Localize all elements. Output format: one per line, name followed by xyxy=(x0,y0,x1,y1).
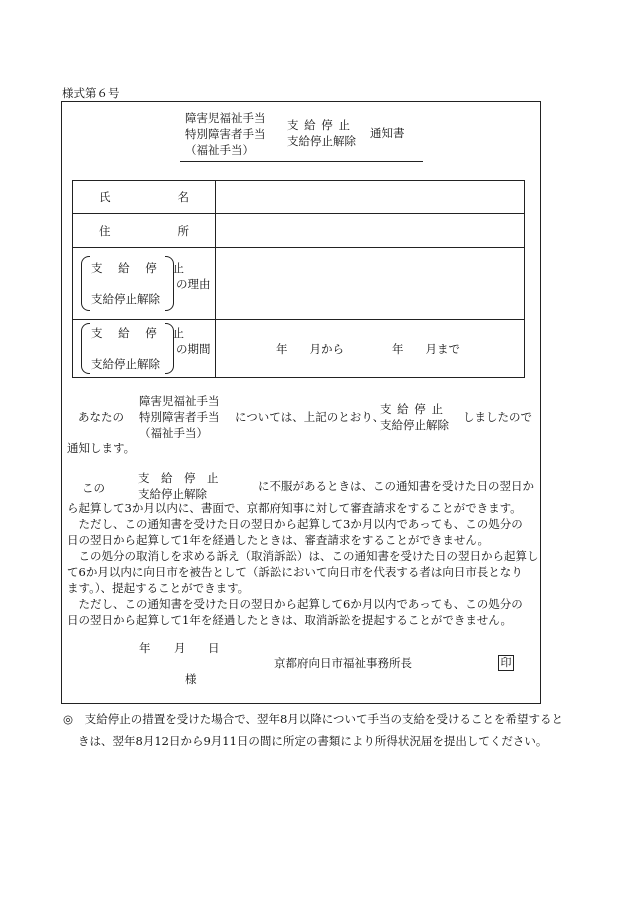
title-allowance-2: 特別障害者手当 xyxy=(185,127,266,141)
p1-action-1: 支 給 停 止 xyxy=(380,402,444,416)
date-day: 日 xyxy=(208,641,220,655)
reason-suffix: の理由 xyxy=(176,276,211,291)
period-value-cell[interactable] xyxy=(216,320,525,378)
title-allowance-1: 障害児福祉手当 xyxy=(185,111,266,125)
reason-label-cell xyxy=(73,248,216,320)
form-number: 様式第６号 xyxy=(62,86,120,100)
seal-mark: 印 xyxy=(498,655,514,671)
period-from-year: 年 xyxy=(276,341,288,356)
p2-action-1: 支 給 停 止 xyxy=(138,471,219,485)
body-line: ただし、この通知書を受けた日の翌日から起算して3か月以内であっても、この処分の xyxy=(67,517,523,531)
body-line: 日の翌日から起算して1年を経過したときは、取消訴訟を提起することができません。 xyxy=(67,613,513,627)
name-row xyxy=(73,181,525,214)
period-option-stop: 支 給 停 止 xyxy=(91,326,190,340)
body-line: ただし、この通知書を受けた日の翌日から起算して6か月以内であっても、この処分の xyxy=(67,597,523,611)
body-line: ます。）、提起することができます。 xyxy=(67,581,250,595)
note-text-2: きは、翌年8月12日から9月11日の間に所定の書類により所得状況届を提出してください。 xyxy=(78,734,548,748)
issuer: 京都府向日市福祉事務所長 xyxy=(274,656,412,670)
p1-end: しましたので xyxy=(463,410,532,424)
note-mark: ◎ xyxy=(63,712,74,726)
p2-start: この xyxy=(82,481,105,495)
title-underline xyxy=(180,161,423,162)
addressee-suffix: 様 xyxy=(185,672,197,686)
reason-option-stop: 支 給 停 止 xyxy=(91,261,190,275)
title-action-2: 支給停止解除 xyxy=(287,134,356,148)
name-label-a: 氏 xyxy=(99,190,111,204)
left-bracket xyxy=(81,323,90,374)
reason-row xyxy=(73,248,525,320)
reason-option-release: 支給停止解除 xyxy=(91,292,160,306)
p2-rest: に不服があるときは、この通知書を受けた日の翌日か xyxy=(258,479,534,493)
address-label-a: 住 xyxy=(99,223,111,238)
name-value-cell[interactable] xyxy=(216,181,525,214)
note-line-1 xyxy=(63,708,583,730)
body-line: この処分の取消しを求める訴え（取消訴訟）は、この通知書を受けた日の翌日から起算し xyxy=(67,549,539,563)
address-label-b: 所 xyxy=(177,223,189,238)
period-to-year: 年 xyxy=(392,341,404,356)
p1-allowance-1: 障害児福祉手当 xyxy=(139,394,220,408)
title-action-1: 支 給 停 止 xyxy=(287,118,351,132)
period-label-cell xyxy=(73,320,216,378)
name-label-b: 名 xyxy=(177,190,189,204)
body-line: 日の翌日から起算して1年を経過したときは、審査請求をすることができません。 xyxy=(67,533,490,547)
title-suffix: 通知書 xyxy=(370,126,405,140)
title-allowance-3: （福祉手当） xyxy=(185,143,254,157)
period-suffix: の期間 xyxy=(176,341,211,356)
p1-mid: については、上記のとおり、 xyxy=(235,410,385,424)
period-row xyxy=(73,320,525,378)
p1-cont: 通知します。 xyxy=(67,441,136,455)
left-bracket xyxy=(81,256,90,311)
date-year: 年 xyxy=(139,641,151,655)
address-label-cell xyxy=(73,214,216,248)
period-option-release: 支給停止解除 xyxy=(91,357,160,371)
name-label-cell xyxy=(73,181,216,214)
info-table xyxy=(72,180,525,378)
period-to-month: 月まで xyxy=(425,341,460,356)
date-month: 月 xyxy=(174,641,186,655)
p1-allowance-3: （福祉手当） xyxy=(139,426,208,440)
body-line: て6か月以内に向日市を被告として（訴訟において向日市を代表する者は向日市長となり xyxy=(67,565,523,579)
body-line: ら起算して3か月以内に、書面で、京都府知事に対して審査請求をすることができます。 xyxy=(67,501,522,515)
address-row xyxy=(73,214,525,248)
p1-start: あなたの xyxy=(78,410,124,424)
p1-allowance-2: 特別障害者手当 xyxy=(139,410,220,424)
reason-value-cell[interactable] xyxy=(216,248,525,320)
period-from-month: 月から xyxy=(309,341,344,356)
note-text-1: 支給停止の措置を受けた場合で、翌年8月以降について手当の支給を受けることを希望すると xyxy=(84,712,564,726)
address-value-cell[interactable] xyxy=(216,214,525,248)
p1-action-2: 支給停止解除 xyxy=(380,418,449,432)
p2-action-2: 支給停止解除 xyxy=(138,487,207,501)
